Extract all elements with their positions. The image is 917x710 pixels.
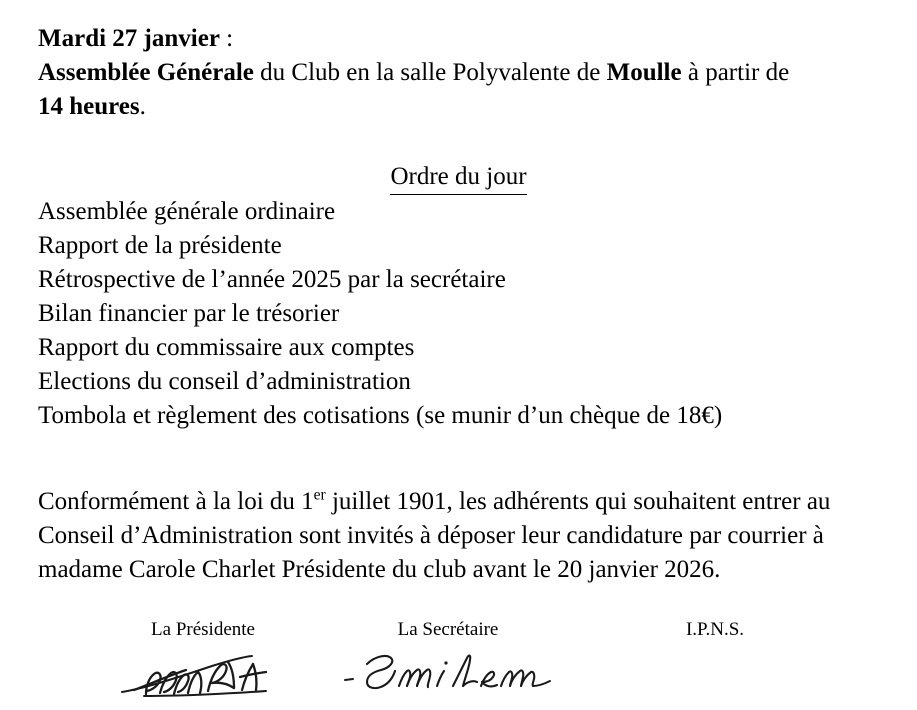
header-time-bold: 14 heures [38, 93, 140, 120]
agenda-item: Rapport du commissaire aux comptes [38, 334, 415, 361]
notice-text-start: Conformément à la loi du 1 [38, 488, 314, 515]
candidacy-notice-paragraph [38, 485, 856, 587]
header-line-venue [38, 56, 878, 90]
header-venue-tail: à partir de [681, 59, 790, 86]
president-label: La Présidente [151, 619, 255, 640]
agenda-title-container [0, 161, 917, 195]
agenda-item: Tombola et règlement des cotisations (se munir d’un chèque de 18€) [38, 402, 723, 429]
signature-column-ipns [600, 618, 830, 642]
signature-column-president [88, 618, 318, 706]
agenda-title: Ordre du jour [390, 161, 526, 195]
agenda-item: Rétrospective de l’année 2025 par la secrétaire [38, 266, 506, 293]
header-assembly-bold: Assemblée Générale [38, 59, 254, 86]
agenda-item: Elections du conseil d’administration [38, 368, 411, 395]
ipns-label: I.P.N.S. [685, 619, 745, 640]
agenda-list [38, 195, 888, 433]
header-line-time [38, 90, 878, 124]
president-signature-icon [88, 644, 318, 706]
ordinal-suffix: er [313, 486, 326, 504]
agenda-item: Bilan financier par le trésorier [38, 300, 340, 327]
header-time-period: . [139, 93, 146, 120]
agenda-item: Rapport de la présidente [38, 232, 282, 259]
signature-column-secretary [333, 618, 563, 706]
notice-text-end: juillet 1901, les adhérents qui souhaitent entrer au Conseil d’Administration sont invités à déposer leur candidature par courrier à madame Carole Charlet Présidente du club avant le 20 janvier 2026. [38, 488, 831, 583]
header-line-date [38, 22, 878, 56]
signature-block [0, 618, 917, 710]
notice-header [38, 22, 878, 124]
agenda-item: Assemblée générale ordinaire [38, 198, 336, 225]
header-date-colon: : [219, 25, 234, 52]
header-town-bold: Moulle [606, 59, 682, 86]
header-venue-text: du Club en la salle Polyvalente de [253, 59, 607, 86]
secretary-signature-icon [333, 644, 563, 706]
secretary-label: La Secrétaire [397, 619, 499, 640]
header-date-bold: Mardi 27 janvier [38, 25, 220, 52]
